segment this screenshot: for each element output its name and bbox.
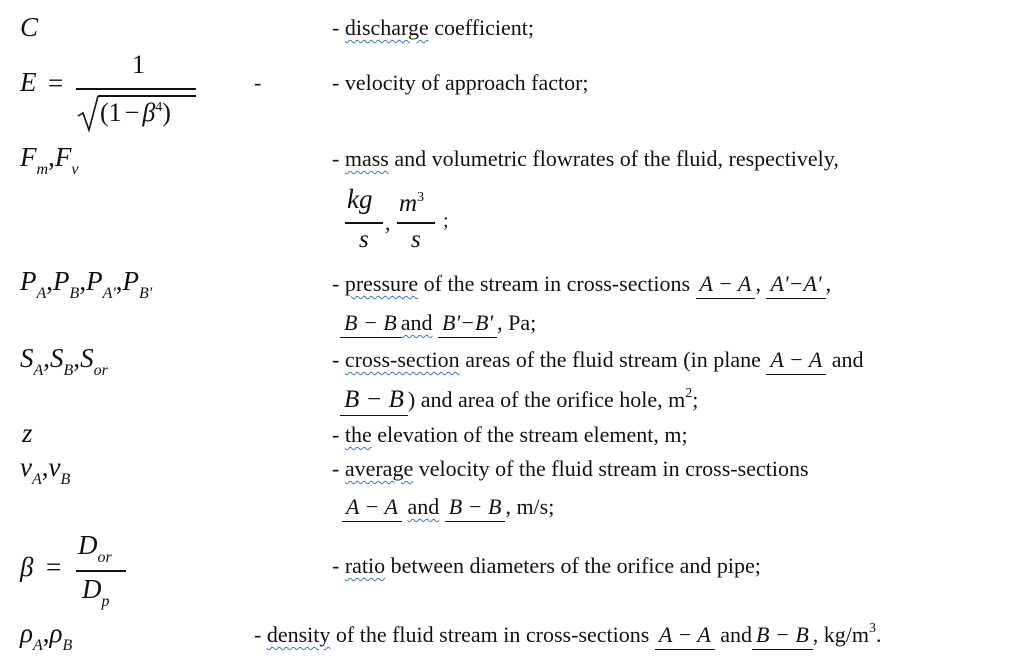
desc-areas-line1: - cross-section areas of the fluid stream (in plane A − A and	[332, 347, 864, 373]
desc-density: - density of the fluid stream in cross-sections A − A and B − B , $kg/m^3$.	[254, 622, 882, 648]
sqrt-overline	[98, 95, 196, 97]
section-aa: A − A	[655, 622, 715, 650]
desc-velocity-line2: A − A and B − B , m/s;	[342, 494, 554, 520]
unit-comma: ,	[385, 210, 391, 235]
symbol-densities: $\rho_A,\rho_B$	[20, 618, 73, 654]
symbol-c: C	[20, 12, 39, 42]
symbol-velocities: $v_A,v_B$	[20, 452, 71, 488]
symbol-areas: $S_A,S_B,S_{or}$	[20, 343, 108, 379]
symbol-beta: β	[20, 552, 34, 582]
section-a1a1: A'−A'	[766, 271, 825, 299]
equals-sign: =	[48, 68, 64, 98]
fraction-bar	[76, 570, 126, 572]
section-bb: B − B	[752, 622, 813, 650]
desc-velocity-line1: - average velocity of the fluid stream in cross-sections	[332, 456, 809, 481]
unit-s-2: s	[411, 226, 421, 253]
desc-discharge-coefficient	[332, 15, 534, 41]
desc-pressure-line2: B − B and B'−B' , Pa;	[340, 310, 536, 336]
desc-elevation: - the elevation of the stream element, m;	[332, 422, 688, 447]
fraction-numerator: 1	[132, 50, 145, 79]
desc-velocity-of-approach: - velocity of approach factor;	[332, 70, 589, 95]
section-bb: B − B	[445, 494, 506, 522]
desc-word: discharge	[344, 15, 429, 40]
unit-semicolon: ;	[443, 210, 449, 232]
symbol-flowrates: $F_m,F_v$	[20, 142, 79, 178]
unit-kg: kg	[347, 184, 373, 214]
mid-dash: -	[254, 70, 262, 95]
desc-ratio: - ratio between diameters of the orifice and pipe;	[332, 553, 761, 578]
equals-sign: =	[46, 552, 62, 582]
numerator-dor: $D_{or}$	[78, 530, 112, 566]
unit-s-1: s	[359, 226, 369, 253]
desc-text: coefficient;	[428, 15, 534, 40]
formula-velocity-of-approach	[20, 50, 220, 135]
fraction-bar	[76, 88, 196, 90]
sqrt-content: $(1 - \beta^4)$	[100, 98, 171, 127]
denominator-dp: $D_p$	[82, 574, 110, 610]
symbol-z: z	[22, 418, 33, 448]
desc-areas-line2: B − B ) and area of the orifice hole, $m^2$;	[340, 386, 698, 414]
section-aa: A − A	[766, 347, 826, 375]
formula-beta	[20, 530, 160, 610]
unit-m3: $m^3$	[399, 190, 425, 217]
symbol-pressures: $P_A,P_B,P_{A'},P_{B'}$	[20, 266, 153, 302]
section-b1b1: B'−B'	[438, 310, 497, 338]
sqrt-sign	[76, 94, 100, 134]
symbol-e: E	[20, 67, 37, 97]
section-bb: B − B	[340, 310, 401, 338]
unit-bar-1	[345, 222, 383, 224]
section-bb: B − B	[340, 386, 408, 416]
section-aa: A − A	[696, 271, 756, 299]
units-flowrates	[345, 184, 465, 264]
desc-pressure-line1: - pressure of the stream in cross-sections A − A , A'−A' ,	[332, 271, 831, 297]
unit-bar-2	[397, 222, 435, 224]
section-aa: A − A	[342, 494, 402, 522]
desc-flowrates: - mass and volumetric flowrates of the fluid, respectively,	[332, 146, 839, 171]
dash: -	[332, 15, 340, 40]
